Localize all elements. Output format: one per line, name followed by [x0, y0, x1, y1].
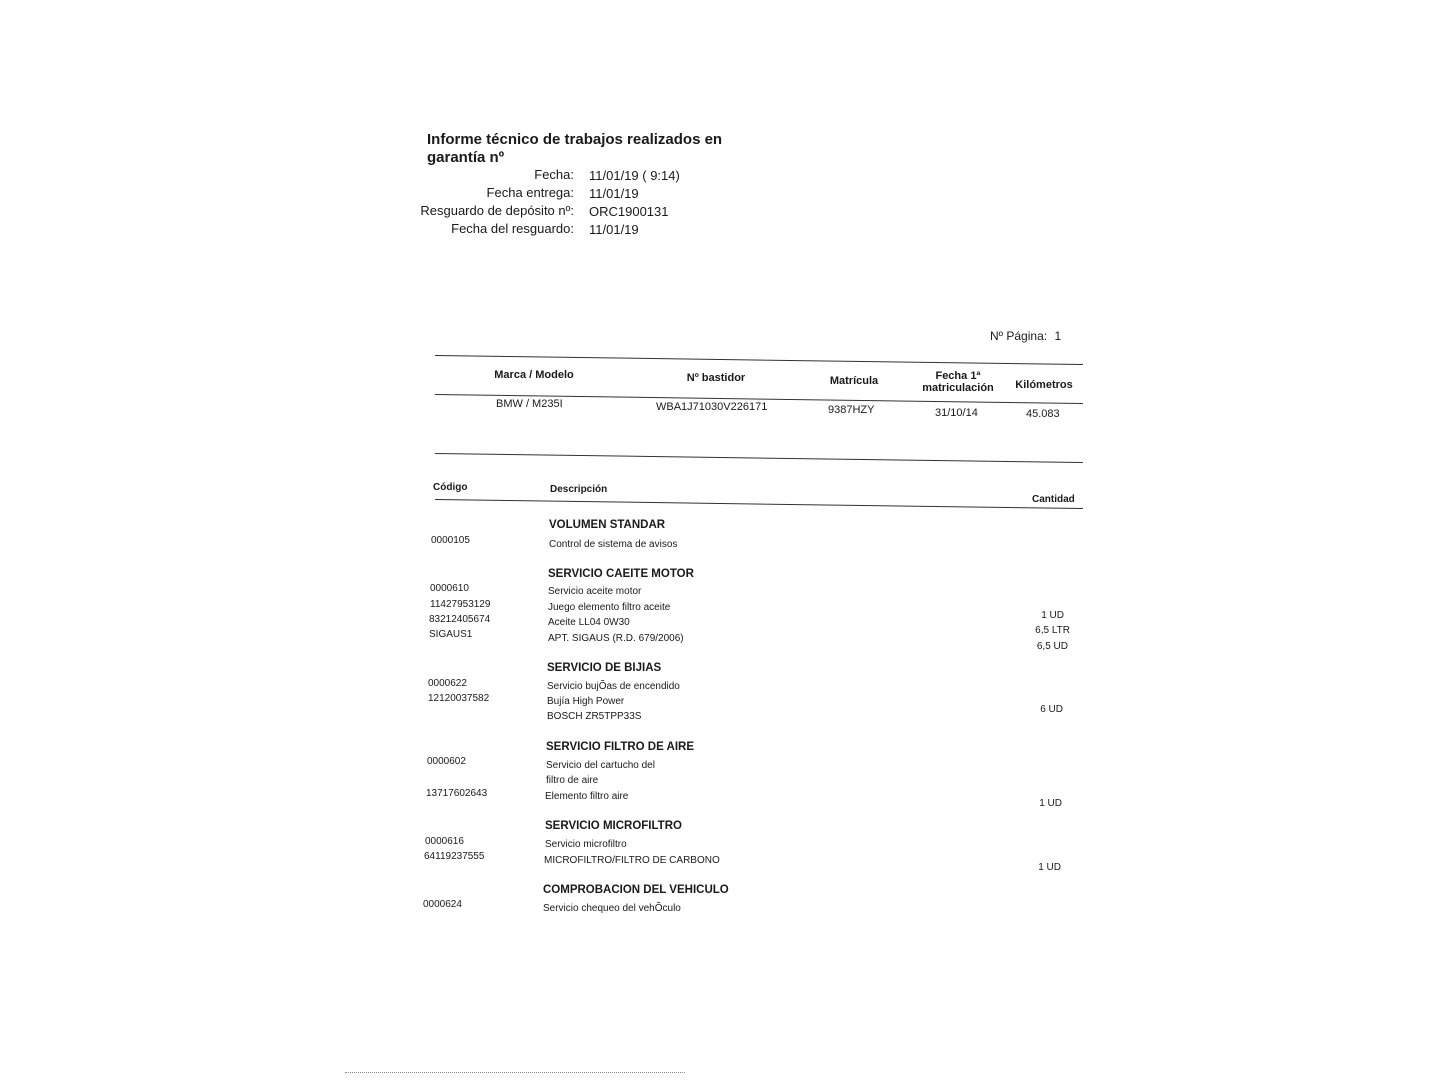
section-title: SERVICIO MICROFILTRO: [545, 820, 682, 832]
plate-value: 9387HZY: [828, 404, 875, 416]
vin-value: WBA1J71030V226171: [656, 401, 768, 413]
item-quantity: 6 UD: [1040, 704, 1063, 715]
km-value: 45.083: [1026, 408, 1060, 420]
item-description: APT. SIGAUS (R.D. 679/2006): [548, 633, 684, 644]
item-description: filtro de aire: [546, 775, 599, 786]
divider: [435, 453, 1083, 463]
item-code: 0000610: [430, 583, 469, 594]
section-title: SERVICIO CAEITE MOTOR: [548, 568, 694, 580]
item-code: SIGAUS1: [429, 629, 473, 640]
brand-model-header: Marca / Modelo: [494, 369, 574, 381]
divider: [435, 355, 1083, 365]
item-quantity: 6,5 UD: [1036, 641, 1068, 652]
delivery-date-label: Fecha entrega:: [486, 185, 574, 200]
section-title: SERVICIO DE BIJIAS: [547, 662, 662, 674]
item-description: Servicio chequeo del vehÕculo: [543, 903, 681, 914]
first-registration-header: [908, 370, 1008, 394]
section-title: SERVICIO FILTRO DE AIRE: [546, 741, 695, 753]
delivery-date-value: 11/01/19: [589, 186, 639, 201]
scan-edge-line: [345, 1072, 685, 1073]
divider: [435, 499, 1083, 509]
brand-model-value: BMW / M235I: [496, 398, 563, 410]
page-number-label: Nº Página:: [990, 329, 1048, 343]
item-code: 0000105: [431, 535, 470, 546]
date-value: 11/01/19 ( 9:14): [589, 168, 680, 183]
deposit-receipt-value: ORC1900131: [589, 204, 669, 219]
km-header: Kilómetros: [1015, 379, 1073, 391]
item-description: Servicio aceite motor: [548, 586, 642, 597]
item-code: 11427953129: [430, 599, 491, 610]
item-quantity: 1 UD: [1039, 798, 1062, 809]
code-header: Código: [433, 482, 468, 493]
date-label: Fecha:: [534, 167, 574, 182]
item-code: 0000622: [428, 678, 467, 689]
item-quantity: 1 UD: [1041, 610, 1064, 621]
vin-header: Nº bastidor: [686, 372, 746, 384]
item-description: Juego elemento filtro aceite: [548, 602, 671, 613]
item-description: Servicio bujÕas de encendido: [547, 681, 680, 692]
section-title: VOLUMEN STANDAR: [549, 519, 666, 531]
item-description: Bujía High Power: [547, 696, 625, 707]
item-quantity: 6,5 LTR: [1035, 625, 1070, 636]
item-description: BOSCH ZR5TPP33S: [547, 711, 642, 722]
first-registration-header-line1: Fecha 1ª: [935, 370, 981, 382]
item-code: 83212405674: [429, 614, 491, 625]
page-number-value: 1: [1054, 329, 1062, 343]
item-description: Servicio del cartucho del: [546, 760, 655, 771]
item-description: Servicio microfiltro: [545, 839, 627, 850]
item-description: Elemento filtro aire: [545, 791, 629, 802]
plate-header: Matrícula: [829, 375, 879, 387]
item-description: MICROFILTRO/FILTRO DE CARBONO: [544, 855, 720, 866]
item-description: Control de sistema de avisos: [549, 539, 678, 550]
item-code: 13717602643: [426, 788, 488, 799]
deposit-receipt-label: Resguardo de depósito nº:: [420, 203, 574, 218]
item-description: Aceite LL04 0W30: [548, 617, 630, 628]
description-header: Descripción: [550, 484, 608, 495]
section-title: COMPROBACION DEL VEHICULO: [543, 884, 729, 896]
item-code: 0000616: [425, 836, 464, 847]
item-quantity: 1 UD: [1038, 862, 1061, 873]
quantity-header: Cantidad: [1032, 494, 1075, 505]
first-registration-value: 31/10/14: [935, 407, 978, 419]
receipt-date-label: Fecha del resguardo:: [451, 221, 574, 236]
receipt-date-value: 11/01/19: [589, 222, 639, 237]
page-number: [990, 329, 1061, 343]
item-code: 0000624: [423, 899, 462, 910]
first-registration-header-line2: matriculación: [922, 382, 994, 394]
item-code: 0000602: [427, 756, 466, 767]
item-code: 64119237555: [424, 851, 485, 862]
item-code: 12120037582: [428, 693, 490, 704]
document-title: Informe técnico de trabajos realizados en garantía nº: [427, 131, 723, 166]
